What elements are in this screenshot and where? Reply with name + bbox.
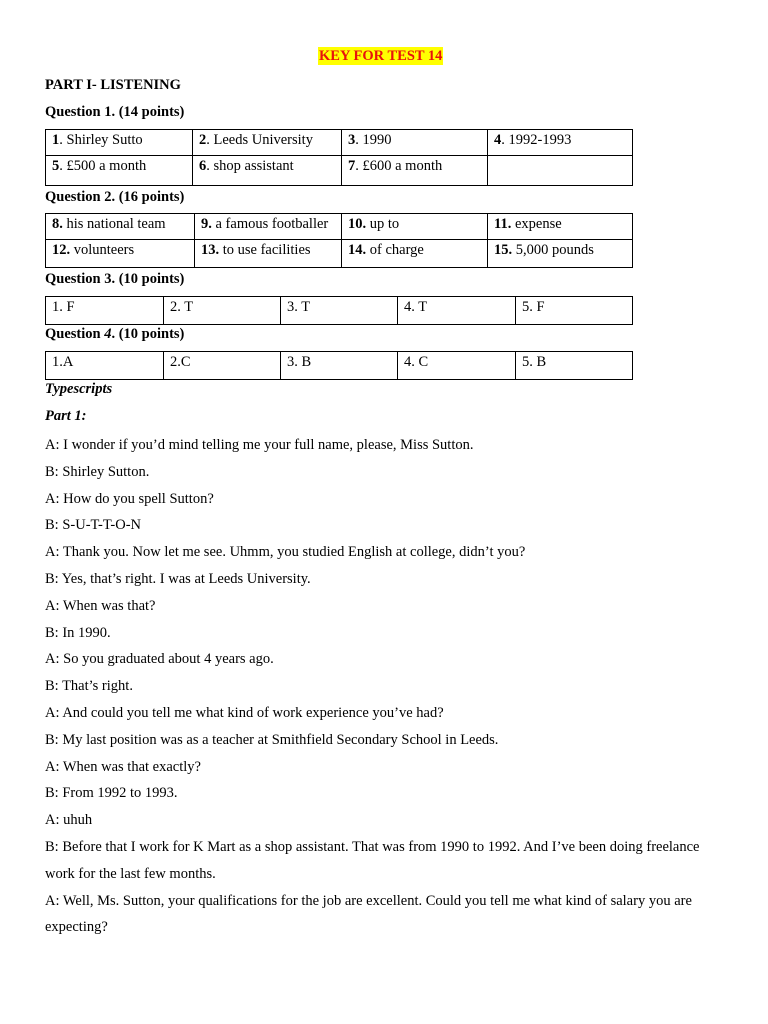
answer-cell: 1. F — [46, 297, 164, 325]
part-heading: PART I- LISTENING — [45, 77, 181, 93]
answer-cell: 4. C — [398, 352, 516, 380]
question-2-answer-table — [45, 213, 633, 268]
answer-cell — [488, 156, 633, 186]
question-3-answer-table — [45, 296, 633, 325]
title-text-end: 4 — [435, 48, 443, 64]
dialogue-line: A: And could you tell me what kind of work experience you’ve had? — [45, 704, 444, 721]
question-1-heading: Question 1. (14 points) — [45, 104, 185, 120]
table-row — [46, 297, 633, 325]
answer-cell: 4. T — [398, 297, 516, 325]
dialogue-line: B: S-U-T-T-O-N — [45, 517, 141, 534]
dialogue-line: B: Shirley Sutton. — [45, 463, 150, 480]
dialogue-line: B: Before that I work for K Mart as a shop assistant. That was from 1990 to 1992. And I’ve been doing freelance work for the last few months. — [45, 838, 700, 882]
answer-cell: 4. 1992-1993 — [488, 130, 633, 156]
typescripts-heading: Typescripts — [45, 381, 113, 397]
answer-cell: 7. £600 a month — [342, 156, 488, 186]
dialogue-line: A: How do you spell Sutton? — [45, 490, 214, 507]
answer-cell: 2. Leeds University — [193, 130, 342, 156]
question-2-heading: Question 2. (16 points) — [45, 189, 185, 205]
table-row — [46, 156, 633, 186]
part-1-heading: Part 1: — [45, 408, 87, 424]
answer-cell: 11. expense — [488, 214, 633, 240]
answer-cell: 5. F — [516, 297, 633, 325]
answer-cell: 2.C — [164, 352, 281, 380]
table-row — [46, 240, 633, 268]
answer-cell: 8. his national team — [46, 214, 195, 240]
answer-cell: 3. B — [281, 352, 398, 380]
table-row — [46, 214, 633, 240]
dialogue-line: B: From 1992 to 1993. — [45, 785, 178, 802]
answer-cell: 5. B — [516, 352, 633, 380]
question-4-heading: Question 4. (10 points) — [45, 326, 185, 342]
question-3-heading: Question 3. (10 points) — [45, 271, 185, 287]
answer-cell: 1. Shirley Sutto — [46, 130, 193, 156]
dialogue-line: A: I wonder if you’d mind telling me your full name, please, Miss Sutton. — [45, 437, 474, 453]
answer-cell: 12. volunteers — [46, 240, 195, 268]
question-4-answer-table — [45, 351, 633, 380]
transcript — [45, 432, 725, 941]
answer-cell: 2. T — [164, 297, 281, 325]
answer-cell: 3. 1990 — [342, 130, 488, 156]
answer-cell: 3. T — [281, 297, 398, 325]
dialogue-line: A: Thank you. Now let me see. Uhmm, you studied English at college, didn’t you? — [45, 544, 526, 561]
dialogue-line: A: uhuh — [45, 812, 93, 829]
table-row — [46, 130, 633, 156]
answer-cell: 6. shop assistant — [193, 156, 342, 186]
answer-cell: 15. 5,000 pounds — [488, 240, 633, 268]
dialogue-line: B: My last position was as a teacher at Smithfield Secondary School in Leeds. — [45, 731, 499, 748]
answer-cell: 5. £500 a month — [46, 156, 193, 186]
dialogue-line: B: That’s right. — [45, 678, 133, 695]
answer-cell: 14. of charge — [342, 240, 488, 268]
answer-cell: 1.A — [46, 352, 164, 380]
table-row — [46, 352, 633, 380]
title-text: KEY FOR TEST 1 — [319, 48, 436, 64]
answer-cell: 9. a famous footballer — [195, 214, 342, 240]
answer-cell: 10. up to — [342, 214, 488, 240]
dialogue-line: A: So you graduated about 4 years ago. — [45, 651, 274, 668]
dialogue-line: A: When was that exactly? — [45, 758, 201, 775]
dialogue-line: A: When was that? — [45, 597, 156, 614]
dialogue-line: B: Yes, that’s right. I was at Leeds University. — [45, 570, 311, 587]
dialogue-line: B: In 1990. — [45, 624, 111, 641]
answer-cell: 13. to use facilities — [195, 240, 342, 268]
dialogue-line: A: Well, Ms. Sutton, your qualifications for the job are excellent. Could you tell me what kind of salary you are expecting? — [45, 892, 692, 936]
question-1-answer-table — [45, 129, 633, 186]
document-title — [318, 47, 443, 65]
